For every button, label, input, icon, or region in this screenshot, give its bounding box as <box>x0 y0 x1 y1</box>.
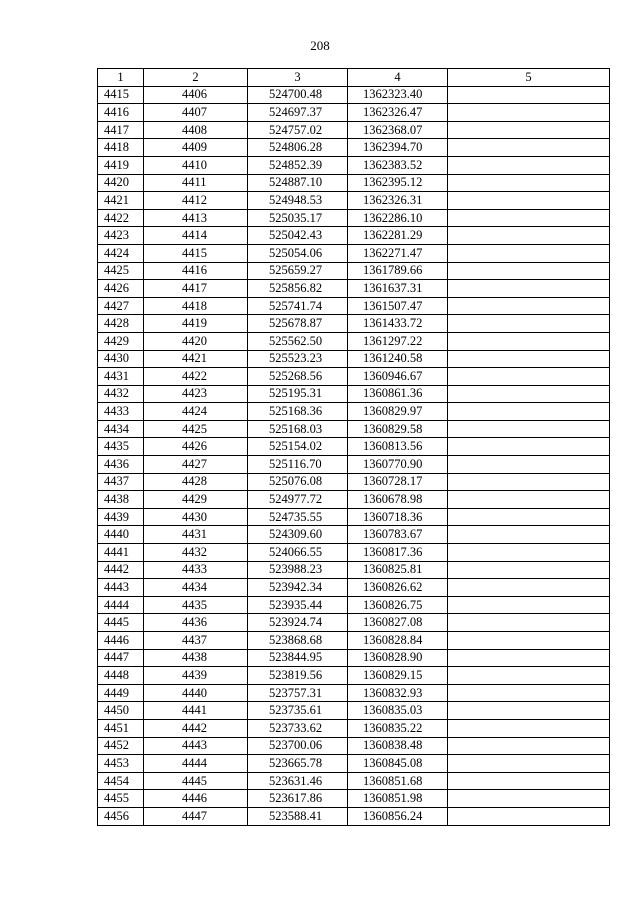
point-number-cell: 4433 <box>98 403 144 421</box>
page-number: 208 <box>310 38 330 53</box>
y-coordinate-cell: 1362271.47 <box>348 244 448 262</box>
point-number-cell: 4456 <box>98 807 144 825</box>
table-row <box>98 192 610 210</box>
point-number-cell: 4425 <box>98 262 144 280</box>
column-header-4: 4 <box>348 69 448 87</box>
point-number-cell: 4430 <box>98 350 144 368</box>
note-cell <box>448 737 610 755</box>
column-header-3: 3 <box>248 69 348 87</box>
y-coordinate-cell: 1362286.10 <box>348 209 448 227</box>
x-coordinate-cell: 524887.10 <box>248 174 348 192</box>
note-cell <box>448 596 610 614</box>
y-coordinate-cell: 1360851.68 <box>348 772 448 790</box>
note-cell <box>448 385 610 403</box>
table-row <box>98 719 610 737</box>
table-row <box>98 579 610 597</box>
y-coordinate-cell: 1360835.22 <box>348 719 448 737</box>
index-cell: 4428 <box>144 473 248 491</box>
y-coordinate-cell: 1360851.98 <box>348 790 448 808</box>
index-cell: 4440 <box>144 684 248 702</box>
note-cell <box>448 508 610 526</box>
x-coordinate-cell: 525035.17 <box>248 209 348 227</box>
index-cell: 4435 <box>144 596 248 614</box>
point-number-cell: 4432 <box>98 385 144 403</box>
note-cell <box>448 368 610 386</box>
note-cell <box>448 491 610 509</box>
index-cell: 4446 <box>144 790 248 808</box>
y-coordinate-cell: 1360835.03 <box>348 702 448 720</box>
y-coordinate-cell: 1360829.58 <box>348 420 448 438</box>
x-coordinate-cell: 524806.28 <box>248 139 348 157</box>
note-cell <box>448 719 610 737</box>
x-coordinate-cell: 523844.95 <box>248 649 348 667</box>
note-cell <box>448 86 610 104</box>
index-cell: 4408 <box>144 121 248 139</box>
note-cell <box>448 350 610 368</box>
index-cell: 4417 <box>144 280 248 298</box>
table-row <box>98 280 610 298</box>
index-cell: 4430 <box>144 508 248 526</box>
index-cell: 4425 <box>144 420 248 438</box>
coordinates-table <box>97 68 610 826</box>
y-coordinate-cell: 1360828.90 <box>348 649 448 667</box>
note-cell <box>448 632 610 650</box>
y-coordinate-cell: 1360829.97 <box>348 403 448 421</box>
index-cell: 4438 <box>144 649 248 667</box>
x-coordinate-cell: 525168.03 <box>248 420 348 438</box>
x-coordinate-cell: 524066.55 <box>248 544 348 562</box>
note-cell <box>448 684 610 702</box>
point-number-cell: 4418 <box>98 139 144 157</box>
table-row <box>98 614 610 632</box>
point-number-cell: 4440 <box>98 526 144 544</box>
note-cell <box>448 156 610 174</box>
y-coordinate-cell: 1360770.90 <box>348 456 448 474</box>
point-number-cell: 4424 <box>98 244 144 262</box>
y-coordinate-cell: 1361637.31 <box>348 280 448 298</box>
index-cell: 4447 <box>144 807 248 825</box>
point-number-cell: 4453 <box>98 755 144 773</box>
index-cell: 4406 <box>144 86 248 104</box>
y-coordinate-cell: 1362326.47 <box>348 104 448 122</box>
table-row <box>98 156 610 174</box>
y-coordinate-cell: 1360845.08 <box>348 755 448 773</box>
y-coordinate-cell: 1360829.15 <box>348 667 448 685</box>
y-coordinate-cell: 1360826.75 <box>348 596 448 614</box>
y-coordinate-cell: 1360828.84 <box>348 632 448 650</box>
note-cell <box>448 526 610 544</box>
point-number-cell: 4431 <box>98 368 144 386</box>
y-coordinate-cell: 1360825.81 <box>348 561 448 579</box>
note-cell <box>448 807 610 825</box>
table-row <box>98 737 610 755</box>
index-cell: 4429 <box>144 491 248 509</box>
note-cell <box>448 244 610 262</box>
table-row <box>98 297 610 315</box>
point-number-cell: 4455 <box>98 790 144 808</box>
table-row <box>98 544 610 562</box>
point-number-cell: 4428 <box>98 315 144 333</box>
index-cell: 4436 <box>144 614 248 632</box>
note-cell <box>448 438 610 456</box>
note-cell <box>448 315 610 333</box>
index-cell: 4434 <box>144 579 248 597</box>
header-row <box>98 69 610 87</box>
y-coordinate-cell: 1360946.67 <box>348 368 448 386</box>
table-row <box>98 104 610 122</box>
note-cell <box>448 544 610 562</box>
index-cell: 4437 <box>144 632 248 650</box>
table-row <box>98 807 610 825</box>
table-row <box>98 526 610 544</box>
x-coordinate-cell: 525741.74 <box>248 297 348 315</box>
index-cell: 4433 <box>144 561 248 579</box>
index-cell: 4410 <box>144 156 248 174</box>
table-row <box>98 350 610 368</box>
point-number-cell: 4434 <box>98 420 144 438</box>
y-coordinate-cell: 1360856.24 <box>348 807 448 825</box>
index-cell: 4422 <box>144 368 248 386</box>
index-cell: 4432 <box>144 544 248 562</box>
note-cell <box>448 104 610 122</box>
column-header-1: 1 <box>98 69 144 87</box>
index-cell: 4409 <box>144 139 248 157</box>
index-cell: 4444 <box>144 755 248 773</box>
index-cell: 4412 <box>144 192 248 210</box>
x-coordinate-cell: 525268.56 <box>248 368 348 386</box>
x-coordinate-cell: 525154.02 <box>248 438 348 456</box>
index-cell: 4423 <box>144 385 248 403</box>
note-cell <box>448 579 610 597</box>
point-number-cell: 4427 <box>98 297 144 315</box>
note-cell <box>448 614 610 632</box>
y-coordinate-cell: 1361789.66 <box>348 262 448 280</box>
table-row <box>98 456 610 474</box>
x-coordinate-cell: 523988.23 <box>248 561 348 579</box>
note-cell <box>448 456 610 474</box>
x-coordinate-cell: 523631.46 <box>248 772 348 790</box>
x-coordinate-cell: 523733.62 <box>248 719 348 737</box>
y-coordinate-cell: 1360718.36 <box>348 508 448 526</box>
table-row <box>98 121 610 139</box>
x-coordinate-cell: 523700.06 <box>248 737 348 755</box>
note-cell <box>448 473 610 491</box>
x-coordinate-cell: 524700.48 <box>248 86 348 104</box>
y-coordinate-cell: 1362281.29 <box>348 227 448 245</box>
index-cell: 4441 <box>144 702 248 720</box>
point-number-cell: 4446 <box>98 632 144 650</box>
x-coordinate-cell: 523924.74 <box>248 614 348 632</box>
table-row <box>98 403 610 421</box>
point-number-cell: 4451 <box>98 719 144 737</box>
index-cell: 4419 <box>144 315 248 333</box>
point-number-cell: 4436 <box>98 456 144 474</box>
y-coordinate-cell: 1362395.12 <box>348 174 448 192</box>
note-cell <box>448 772 610 790</box>
x-coordinate-cell: 525856.82 <box>248 280 348 298</box>
point-number-cell: 4438 <box>98 491 144 509</box>
point-number-cell: 4415 <box>98 86 144 104</box>
point-number-cell: 4454 <box>98 772 144 790</box>
note-cell <box>448 280 610 298</box>
x-coordinate-cell: 525659.27 <box>248 262 348 280</box>
y-coordinate-cell: 1360827.08 <box>348 614 448 632</box>
y-coordinate-cell: 1362394.70 <box>348 139 448 157</box>
x-coordinate-cell: 524735.55 <box>248 508 348 526</box>
table-row <box>98 86 610 104</box>
y-coordinate-cell: 1361297.22 <box>348 332 448 350</box>
x-coordinate-cell: 525195.31 <box>248 385 348 403</box>
note-cell <box>448 139 610 157</box>
point-number-cell: 4447 <box>98 649 144 667</box>
point-number-cell: 4417 <box>98 121 144 139</box>
x-coordinate-cell: 525168.36 <box>248 403 348 421</box>
note-cell <box>448 755 610 773</box>
index-cell: 4442 <box>144 719 248 737</box>
y-coordinate-cell: 1360817.36 <box>348 544 448 562</box>
x-coordinate-cell: 524697.37 <box>248 104 348 122</box>
x-coordinate-cell: 523617.86 <box>248 790 348 808</box>
table-row <box>98 755 610 773</box>
table-row <box>98 262 610 280</box>
x-coordinate-cell: 524757.02 <box>248 121 348 139</box>
point-number-cell: 4435 <box>98 438 144 456</box>
point-number-cell: 4443 <box>98 579 144 597</box>
note-cell <box>448 649 610 667</box>
index-cell: 4420 <box>144 332 248 350</box>
table-row <box>98 632 610 650</box>
y-coordinate-cell: 1360728.17 <box>348 473 448 491</box>
table-row <box>98 649 610 667</box>
index-cell: 4411 <box>144 174 248 192</box>
point-number-cell: 4441 <box>98 544 144 562</box>
index-cell: 4415 <box>144 244 248 262</box>
point-number-cell: 4437 <box>98 473 144 491</box>
point-number-cell: 4420 <box>98 174 144 192</box>
index-cell: 4427 <box>144 456 248 474</box>
table-row <box>98 684 610 702</box>
table-row <box>98 772 610 790</box>
index-cell: 4445 <box>144 772 248 790</box>
note-cell <box>448 209 610 227</box>
point-number-cell: 4444 <box>98 596 144 614</box>
note-cell <box>448 667 610 685</box>
x-coordinate-cell: 523935.44 <box>248 596 348 614</box>
x-coordinate-cell: 523819.56 <box>248 667 348 685</box>
index-cell: 4407 <box>144 104 248 122</box>
table-body <box>98 86 610 825</box>
table-row <box>98 561 610 579</box>
table-row <box>98 368 610 386</box>
table-row <box>98 244 610 262</box>
note-cell <box>448 262 610 280</box>
table-row <box>98 473 610 491</box>
table-row <box>98 139 610 157</box>
point-number-cell: 4421 <box>98 192 144 210</box>
y-coordinate-cell: 1360838.48 <box>348 737 448 755</box>
table-row <box>98 209 610 227</box>
point-number-cell: 4450 <box>98 702 144 720</box>
x-coordinate-cell: 525116.70 <box>248 456 348 474</box>
y-coordinate-cell: 1360678.98 <box>348 491 448 509</box>
note-cell <box>448 561 610 579</box>
y-coordinate-cell: 1362368.07 <box>348 121 448 139</box>
note-cell <box>448 297 610 315</box>
x-coordinate-cell: 525523.23 <box>248 350 348 368</box>
table-row <box>98 385 610 403</box>
table-header <box>98 69 610 87</box>
x-coordinate-cell: 524948.53 <box>248 192 348 210</box>
column-header-5: 5 <box>448 69 610 87</box>
index-cell: 4418 <box>144 297 248 315</box>
note-cell <box>448 121 610 139</box>
table-row <box>98 667 610 685</box>
x-coordinate-cell: 525042.43 <box>248 227 348 245</box>
point-number-cell: 4426 <box>98 280 144 298</box>
y-coordinate-cell: 1360813.56 <box>348 438 448 456</box>
y-coordinate-cell: 1360783.67 <box>348 526 448 544</box>
x-coordinate-cell: 523868.68 <box>248 632 348 650</box>
table-row <box>98 790 610 808</box>
note-cell <box>448 403 610 421</box>
x-coordinate-cell: 525562.50 <box>248 332 348 350</box>
point-number-cell: 4416 <box>98 104 144 122</box>
y-coordinate-cell: 1360826.62 <box>348 579 448 597</box>
index-cell: 4443 <box>144 737 248 755</box>
point-number-cell: 4452 <box>98 737 144 755</box>
point-number-cell: 4442 <box>98 561 144 579</box>
point-number-cell: 4423 <box>98 227 144 245</box>
x-coordinate-cell: 523665.78 <box>248 755 348 773</box>
table-row <box>98 438 610 456</box>
point-number-cell: 4422 <box>98 209 144 227</box>
note-cell <box>448 174 610 192</box>
y-coordinate-cell: 1361507.47 <box>348 297 448 315</box>
table-row <box>98 174 610 192</box>
y-coordinate-cell: 1360861.36 <box>348 385 448 403</box>
point-number-cell: 4445 <box>98 614 144 632</box>
y-coordinate-cell: 1360832.93 <box>348 684 448 702</box>
y-coordinate-cell: 1362323.40 <box>348 86 448 104</box>
index-cell: 4414 <box>144 227 248 245</box>
table-row <box>98 491 610 509</box>
x-coordinate-cell: 524977.72 <box>248 491 348 509</box>
x-coordinate-cell: 523735.61 <box>248 702 348 720</box>
point-number-cell: 4448 <box>98 667 144 685</box>
table-row <box>98 227 610 245</box>
note-cell <box>448 702 610 720</box>
table-row <box>98 315 610 333</box>
point-number-cell: 4449 <box>98 684 144 702</box>
point-number-cell: 4429 <box>98 332 144 350</box>
x-coordinate-cell: 523942.34 <box>248 579 348 597</box>
x-coordinate-cell: 524309.60 <box>248 526 348 544</box>
y-coordinate-cell: 1361240.58 <box>348 350 448 368</box>
index-cell: 4421 <box>144 350 248 368</box>
x-coordinate-cell: 525076.08 <box>248 473 348 491</box>
x-coordinate-cell: 525678.87 <box>248 315 348 333</box>
index-cell: 4431 <box>144 526 248 544</box>
index-cell: 4426 <box>144 438 248 456</box>
note-cell <box>448 192 610 210</box>
note-cell <box>448 227 610 245</box>
table-row <box>98 596 610 614</box>
table-row <box>98 420 610 438</box>
x-coordinate-cell: 523588.41 <box>248 807 348 825</box>
table-row <box>98 508 610 526</box>
y-coordinate-cell: 1361433.72 <box>348 315 448 333</box>
note-cell <box>448 332 610 350</box>
index-cell: 4416 <box>144 262 248 280</box>
y-coordinate-cell: 1362383.52 <box>348 156 448 174</box>
x-coordinate-cell: 524852.39 <box>248 156 348 174</box>
table-row <box>98 702 610 720</box>
x-coordinate-cell: 525054.06 <box>248 244 348 262</box>
note-cell <box>448 790 610 808</box>
column-header-2: 2 <box>144 69 248 87</box>
index-cell: 4439 <box>144 667 248 685</box>
note-cell <box>448 420 610 438</box>
index-cell: 4424 <box>144 403 248 421</box>
point-number-cell: 4419 <box>98 156 144 174</box>
table-row <box>98 332 610 350</box>
y-coordinate-cell: 1362326.31 <box>348 192 448 210</box>
x-coordinate-cell: 523757.31 <box>248 684 348 702</box>
index-cell: 4413 <box>144 209 248 227</box>
point-number-cell: 4439 <box>98 508 144 526</box>
